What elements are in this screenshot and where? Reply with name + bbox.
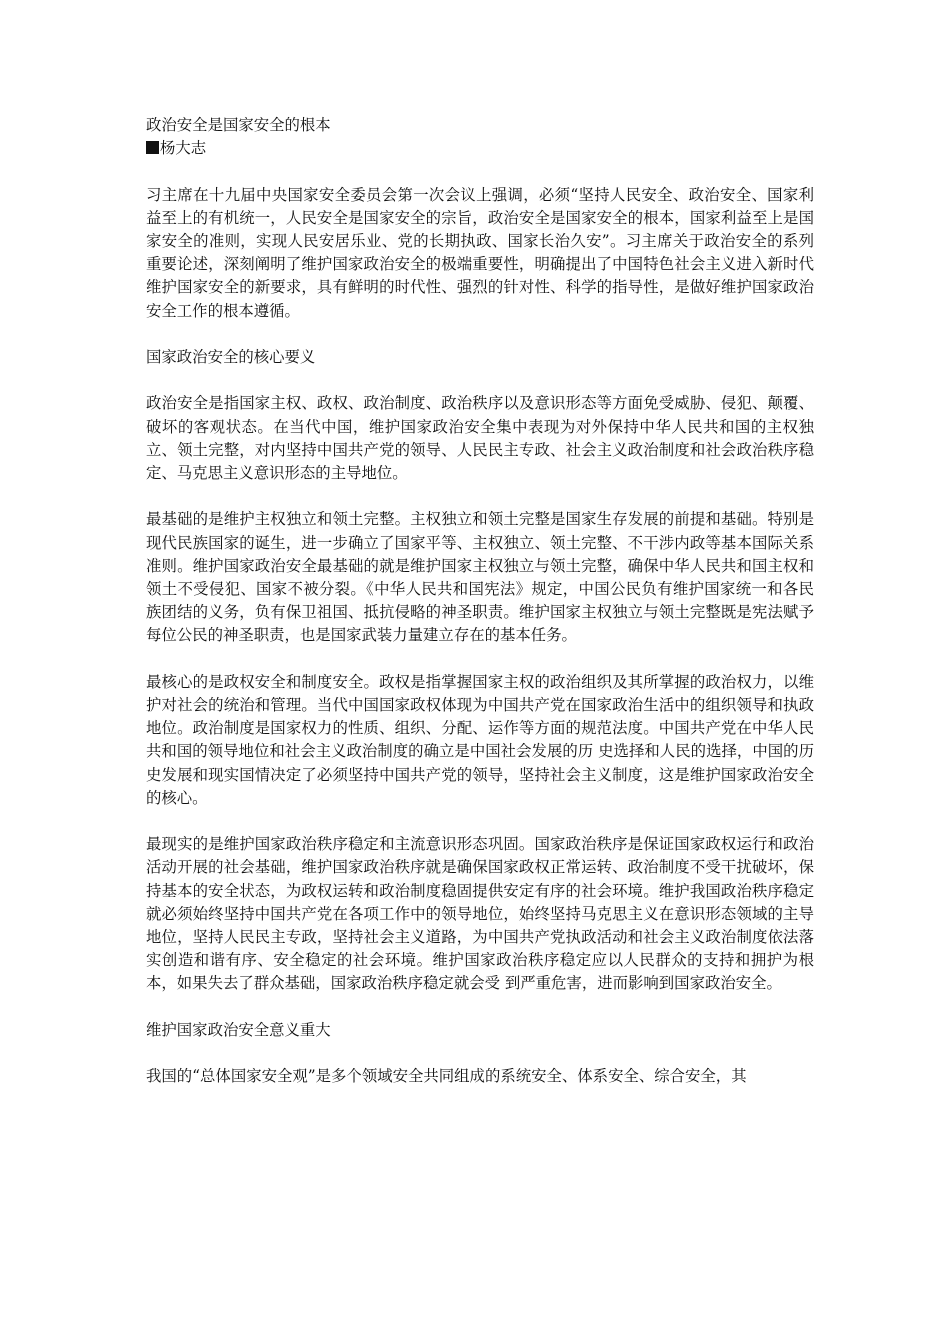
section-heading-core: 国家政治安全的核心要义	[146, 348, 316, 366]
document-page	[146, 114, 814, 1112]
paragraph-overall-security: 我国的“总体国家安全观”是多个领域安全共同组成的系统安全、体系安全、综合安全，其	[146, 1067, 747, 1086]
paragraph-sovereignty: 最基础的是维护主权独立和领土完整。主权独立和领土完整是国家生存发展的前提和基础。特别是现代民族国家的诞生，进一步确立了国家平等、主权独立、领土完整、不干涉内政等基本国际关系准则。维护国家政治安全最基础的就是维护国家主权独立与领土完整，确保中华人民共和国主权和领土不受侵犯、国家不被分裂。《中华人民共和国宪法》规定，中国公民负有维护国家统一和各民族团结的义务，负有保卫祖国、抵抗侵略的神圣职责。维护国家主权独立与领土完整既是宪法赋予每位公民的神圣职责，也是国家武装力量建立存在的基本任务。	[146, 510, 814, 645]
paragraph-definition: 政治安全是指国家主权、政权、政治制度、政治秩序以及意识形态等方面免受威胁、侵犯、颠覆、破坏的客观状态。在当代中国，维护国家政治安全集中表现为对外保持中华人民共和国的主权独立、领土完整，对内坚持中国共产党的领导、人民民主专政、社会主义政治制度和社会政治秩序稳定、马克思主义意识形态的主导地位。	[146, 394, 814, 482]
author-name: 杨大志	[160, 139, 207, 158]
square-bullet-icon	[146, 141, 159, 154]
paragraph-intro: 习主席在十九届中央国家安全委员会第一次会议上强调，必须“坚持人民安全、政治安全、国家利益至上的有机统一，人民安全是国家安全的宗旨，政治安全是国家安全的根本，国家利益至上是国家安全的准则，实现人民安居乐业、党的长期执政、国家长治久安”。习主席关于政治安全的系列重要论述，深刻阐明了维护国家政治安全的极端重要性，明确提出了中国特色社会主义进入新时代维护国家安全的新要求，具有鲜明的时代性、强烈的针对性、科学的指导性，是做好维护国家政治安全工作的根本遵循。	[146, 185, 814, 320]
paragraph-regime: 最核心的是政权安全和制度安全。政权是指掌握国家主权的政治组织及其所掌握的政治权力，以维护对社会的统治和管理。当代中国国家政权体现为中国共产党在国家政治生活中的组织领导和执政地位。政治制度是国家权力的性质、组织、分配、运作等方面的规范法度。中国共产党在中华人民共和国的领导地位和社会主义政治制度的确立是中国社会发展的历 史选择和人民的选择，中国的历史发展和现实国情决定了必须坚持中国共产党的领导，坚持社会主义制度，这是维护国家政治安全的核心。	[146, 672, 814, 807]
author-line	[146, 137, 814, 160]
article-title: 政治安全是国家安全的根本	[146, 116, 331, 134]
paragraph-order: 最现实的是维护国家政治秩序稳定和主流意识形态巩固。国家政治秩序是保证国家政权运行和政治活动开展的社会基础，维护国家政治秩序就是确保国家政权正常运转、政治制度不受干扰破坏，保持基本的安全状态，为政权运转和政治制度稳固提供安定有序的社会环境。维护我国政治秩序稳定就必须始终坚持中国共产党在各项工作中的领导地位，始终坚持马克思主义在意识形态领域的主导地位，坚持人民民主专政，坚持社会主义道路，为中国共产党执政活动和社会主义政治制度依法落实创造和谐有序、安全稳定的社会环境。维护国家政治秩序稳定应以人民群众的支持和拥护为根本，如果失去了群众基础，国家政治秩序稳定就会受 到严重危害，进而影响到国家政治安全。	[146, 835, 814, 993]
section-heading-significance: 维护国家政治安全意义重大	[146, 1020, 331, 1039]
